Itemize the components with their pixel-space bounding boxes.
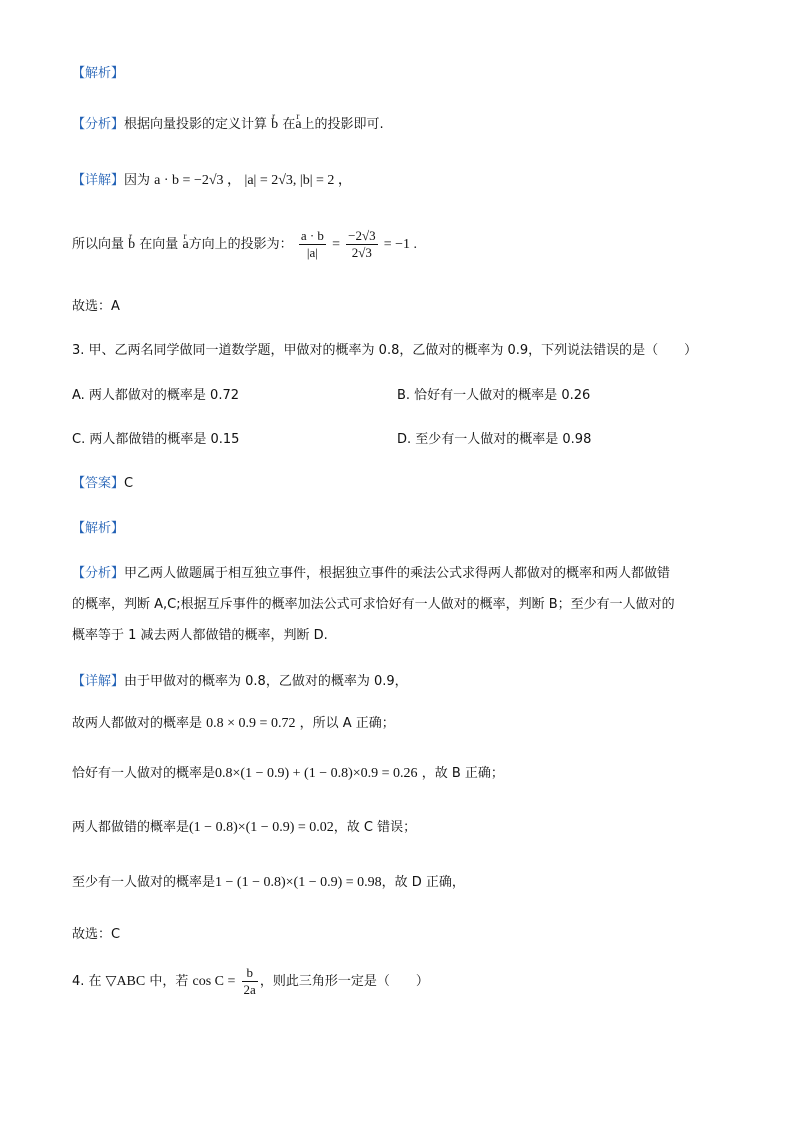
q3-detail-line xyxy=(72,672,408,692)
projection-result: = −1 . xyxy=(383,237,418,252)
vector-b: r b xyxy=(271,115,278,135)
line-conclusion: ，故 D 正确， xyxy=(381,875,465,890)
vector-a: r a xyxy=(182,228,188,262)
fraction-numerator: b xyxy=(242,965,258,982)
line-math: 0.8×(1 − 0.9) + (1 − 0.8)×0.9 = 0.26 xyxy=(215,766,418,781)
q3-stem: 3. 甲、乙两名同学做同一道数学题，甲做对的概率为 0.8，乙做对的概率为 0.9，下列说法错误的是（ ） xyxy=(72,343,698,358)
q2-jiexi-heading xyxy=(72,64,124,84)
fraction-denominator: 2a xyxy=(243,982,256,997)
answer-tag: 【答案】 xyxy=(72,476,125,491)
line-text: 故两人都做对的概率是 xyxy=(72,716,203,731)
q3-line-c xyxy=(72,818,416,838)
q4-stem-text: 中，若 xyxy=(145,974,193,989)
q3-choose: 故选：C xyxy=(72,927,121,942)
q3-line-d xyxy=(72,873,465,893)
fraction-numerator: a · b xyxy=(300,228,324,243)
analysis-tag: 【分析】 xyxy=(72,566,125,581)
line-conclusion: ，所以 A 正确； xyxy=(299,716,395,731)
q3-analysis-line-1 xyxy=(72,564,670,584)
q4-stem xyxy=(72,962,429,1002)
line-math: (1 − 0.8)×(1 − 0.9) = 0.02 xyxy=(189,820,334,835)
q2-choose: 故选：A xyxy=(72,299,120,314)
q3-option-b: B. 恰好有一人做对的概率是 0.26 xyxy=(397,388,591,403)
q3-line-b xyxy=(72,764,504,784)
q2-analysis-line xyxy=(72,115,384,135)
q2-detail-line xyxy=(72,171,352,191)
q3-answer-line xyxy=(72,474,133,494)
projection-fraction-2 xyxy=(346,228,377,261)
detail-text: 由于甲做对的概率为 0.8，乙做对的概率为 0.9， xyxy=(124,674,408,689)
vector-a: r a xyxy=(295,115,301,135)
triangle-label: ▽ABC xyxy=(105,974,146,989)
vector-b: r b xyxy=(128,228,135,262)
q4-fraction xyxy=(242,965,258,998)
detail-tag: 【详解】 xyxy=(72,173,125,188)
fraction-denominator: 2√3 xyxy=(351,245,372,260)
detail-text: 因为 xyxy=(124,173,151,188)
q3-option-d: D. 至少有一人做对的概率是 0.98 xyxy=(397,432,592,447)
analysis-text: 在 xyxy=(282,117,296,132)
analysis-text: 根据向量投影的定义计算 xyxy=(124,117,268,132)
projection-fraction-1 xyxy=(299,228,326,261)
q3-analysis-line-3: 概率等于 1 减去两人都做错的概率，判断 D. xyxy=(72,628,328,643)
equals-sign: = xyxy=(332,237,340,252)
line-text: 至少有一人做对的概率是 xyxy=(72,875,216,890)
projection-text: 所以向量 xyxy=(72,237,125,252)
projection-text: 在向量 xyxy=(139,237,179,252)
jiexi-tag: 【解析】 xyxy=(72,66,125,81)
q3-jiexi-heading xyxy=(72,519,124,539)
analysis-tag: 【分析】 xyxy=(72,117,125,132)
detail-tag: 【详解】 xyxy=(72,674,125,689)
q3-analysis-line-2: 的概率，判断 A,C;根据互斥事件的概率加法公式可求恰好有一人做对的概率，判断 B；至少有一人做对的 xyxy=(72,597,675,612)
q3-line-a xyxy=(72,714,395,734)
projection-text: 方向上的投影为： xyxy=(188,237,293,252)
cos-expression: cos C = xyxy=(192,974,236,989)
line-math: 1 − (1 − 0.8)×(1 − 0.9) = 0.98 xyxy=(215,875,382,890)
fraction-denominator: |a| xyxy=(306,245,318,260)
q3-option-a: A. 两人都做对的概率是 0.72 xyxy=(72,388,240,403)
detail-math: a · b = −2√3 ， |a| = 2√3, |b| = 2 ， xyxy=(154,173,352,188)
line-conclusion: ，故 B 正确； xyxy=(421,766,504,781)
q3-option-c: C. 两人都做错的概率是 0.15 xyxy=(72,432,240,447)
analysis-text: 上的投影即可. xyxy=(301,117,384,132)
line-text: 恰好有一人做对的概率是 xyxy=(72,766,216,781)
fraction-numerator: −2√3 xyxy=(348,228,376,243)
analysis-text: 甲乙两人做题属于相互独立事件，根据独立事件的乘法公式求得两人都做对的概率和两人都做错 xyxy=(124,566,671,581)
line-math: 0.8 × 0.9 = 0.72 xyxy=(206,716,296,731)
q4-stem-text: ，则此三角形一定是（ ） xyxy=(259,974,429,989)
q2-projection-line xyxy=(72,228,417,262)
answer-value: C xyxy=(124,476,134,491)
line-text: 两人都做错的概率是 xyxy=(72,820,190,835)
jiexi-tag: 【解析】 xyxy=(72,521,125,536)
q4-stem-text: 4. 在 xyxy=(72,974,106,989)
line-conclusion: ，故 C 错误； xyxy=(333,820,417,835)
